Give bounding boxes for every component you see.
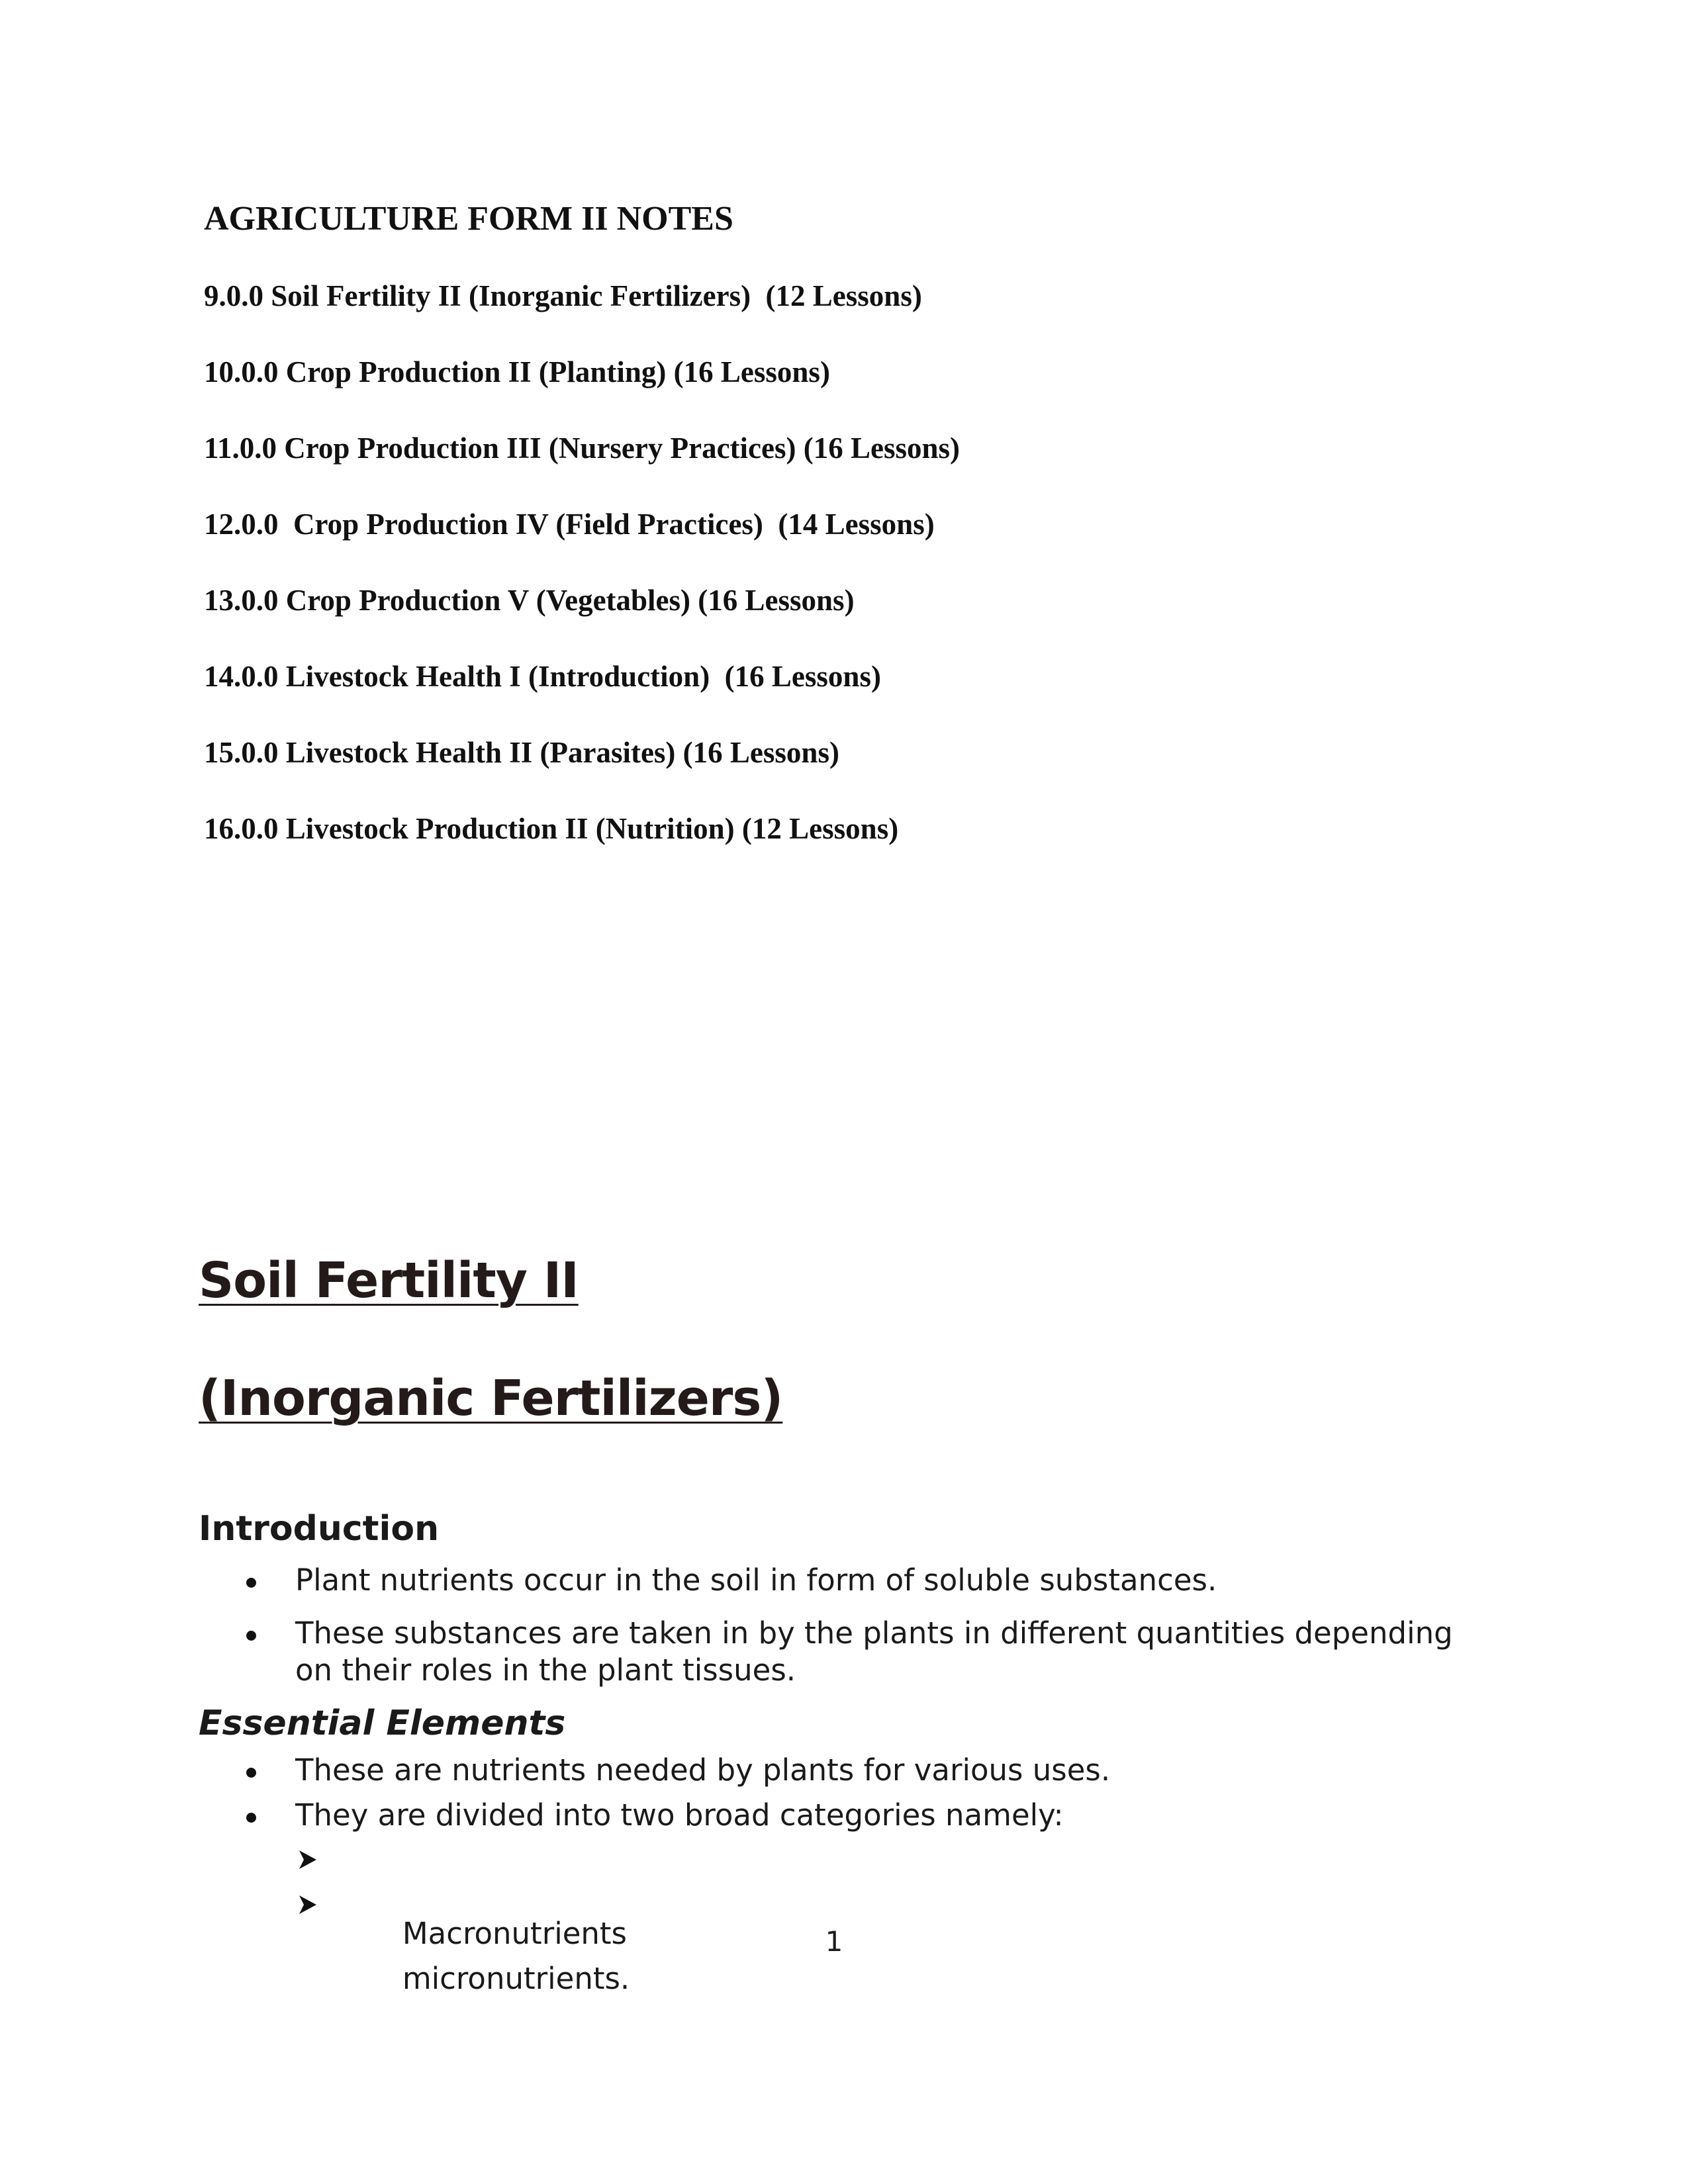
list-item-text: These are nutrients needed by plants for various uses. [295, 1752, 1111, 1788]
section-subheading: (Inorganic Fertilizers) [199, 1370, 783, 1427]
introduction-heading: Introduction [199, 1509, 440, 1549]
list-item-text: Plant nutrients occur in the soil in form of soluble substances. [295, 1563, 1217, 1598]
essential-elements-bullet-list [0, 1752, 1688, 1834]
list-item-text: Macronutrients [402, 1916, 627, 1951]
toc-item: 16.0.0 Livestock Production II (Nutrition) (12 Lessons) [204, 812, 899, 845]
toc-item: 12.0.0 Crop Production IV (Field Practices) (14 Lessons) [204, 508, 935, 541]
toc-item: 10.0.0 Crop Production II (Planting) (16 Lessons) [204, 355, 830, 388]
nutrient-categories-list [0, 1841, 630, 1996]
list-item-text: micronutrients. [402, 1961, 630, 1996]
toc-item: 15.0.0 Livestock Health II (Parasites) (16 Lessons) [204, 736, 839, 769]
bullet-icon [246, 1768, 256, 1778]
page-number: 1 [825, 1925, 843, 1958]
bullet-icon [246, 1631, 256, 1641]
introduction-bullet-list [0, 1562, 1688, 1689]
document-title: AGRICULTURE FORM II NOTES [204, 200, 733, 238]
arrow-bullet-icon [298, 1849, 318, 1870]
list-item-text: They are divided into two broad categories namely: [295, 1797, 1064, 1833]
list-item [0, 1797, 1688, 1834]
list-item-text: These substances are taken in by the plants in different quantities depending on their roles in the plant tissues. [295, 1615, 1453, 1688]
toc-item: 13.0.0 Crop Production V (Vegetables) (16 Lessons) [204, 584, 855, 617]
toc-item: 14.0.0 Livestock Health I (Introduction) (16 Lessons) [204, 660, 881, 693]
bullet-icon [246, 1578, 256, 1588]
bullet-icon [246, 1813, 256, 1823]
toc-item: 11.0.0 Crop Production III (Nursery Practices) (16 Lessons) [204, 432, 961, 465]
list-item [0, 1615, 1685, 1689]
table-of-contents [204, 277, 960, 886]
section-heading: Soil Fertility II [199, 1252, 579, 1309]
list-item [0, 1841, 630, 1951]
essential-elements-heading: Essential Elements [199, 1704, 566, 1743]
list-item [0, 1562, 1688, 1599]
toc-item: 9.0.0 Soil Fertility II (Inorganic Fertilizers) (12 Lessons) [204, 279, 922, 312]
list-item [0, 1752, 1688, 1789]
arrow-bullet-icon [298, 1894, 318, 1915]
